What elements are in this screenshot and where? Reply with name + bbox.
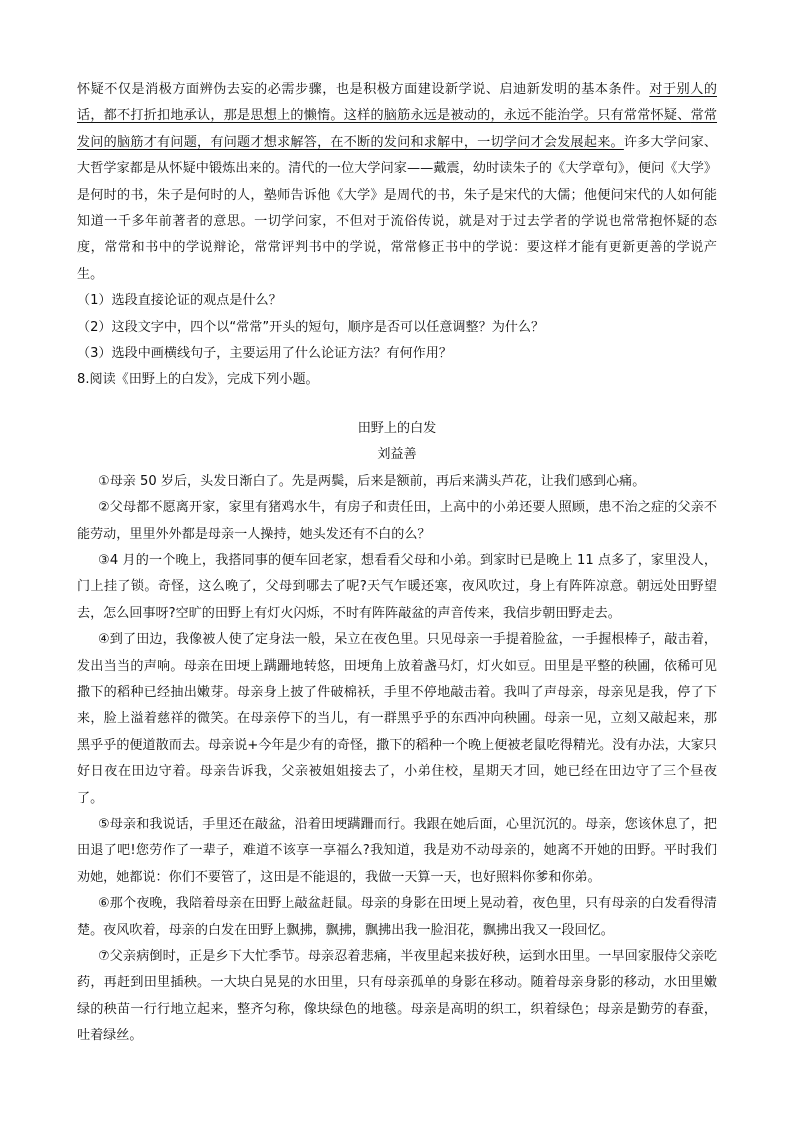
- essay-paragraph-7: ⑦父亲病倒时，正是乡下大忙季节。母亲忍着悲痛，半夜里起来拔好秧，运到水田里。一早回家服侍父亲吃药，再赶到田里插秧。一大块白晃晃的水田里，只有母亲孤单的身影在移动。随着母亲身影的移动，水田里嫩绿的秧苗一行行地立起来，整齐匀称，像块绿色的地毯。母亲是高明的织工，织着绿色；母亲是勤劳的春蚕，吐着绿丝。: [77, 949, 717, 1044]
- essay-paragraph-6: ⑥那个夜晚，我陪着母亲在田野上敲盆赶鼠。母亲的身影在田埂上晃动着，夜色里，只有母亲的白发看得清楚。夜风吹着，母亲的白发在田野上飘拂，飘拂，飘拂出我一脸泪花，飘拂出我又一段回忆。: [77, 896, 717, 938]
- essay-paragraph-5: ⑤母亲和我说话，手里还在敲盆，沿着田埂蹒跚而行。我跟在她后面，心里沉沉的。母亲，您该休息了，把田退了吧!您劳作了一辈子，难道不该享一享福么?我知道，我是劝不动母亲的，她离不开她的田野。平时我们劝她，她都说：你们不要管了，这田是不能退的，我做一天算一天，也好照料你爹和你弟。: [77, 816, 717, 885]
- essay-paragraph-2: ②父母都不愿离开家，家里有猪鸡水牛，有房子和责任田，上高中的小弟还要人照顾，患不治之症的父亲不能劳动，里里外外都是母亲一人操持，她头发还有不白的么？: [77, 500, 717, 542]
- essay-paragraph-3: ③4 月的一个晚上，我搭同事的便车回老家，想看看父母和小弟。到家时已是晚上 11 点多了，家里没人，门上挂了锁。奇怪，这么晚了，父母到哪去了呢?天气乍暖还寒，夜风吹过，身上有阵阵凉意。朝远处田野望去，怎么回事呀?空旷的田野上有灯火闪烁，不时有阵阵敲盆的声音传来，我信步朝田野走去。: [77, 552, 717, 621]
- passage-7: [77, 77, 717, 288]
- passage-text: 许多大: [623, 134, 664, 150]
- underlined-sentence-start: 对于别人: [649, 82, 704, 97]
- passage-text-rest: 学问家、大哲学家都是从怀疑中锻炼出来的。清代的一位大学问家——戴震，幼时读朱子的《大学章句》，便问《大学》是何时的书，朱子是何时的人，塾师告诉他《大学》是周代的书，朱子是宋代的大儒；他便问宋代的人如何能知道一千多年前著者的意思。一切学问家，不但对于流俗传说，就是对于过去学者的学说也常常抱怀疑的态度，常常和书中的学说辩论，常常评判书中的学说，常常修正书中的学说：要这样才能有更新更善的学说产生。: [77, 134, 717, 282]
- question-3: （3）选段中画横线句子，主要运用了什么论证方法？有何作用？: [77, 346, 452, 362]
- essay-paragraph-1: ①母亲 50 岁后，头发日渐白了。先是两鬓，后来是额前，再后来满头芦花，让我们感到心痛。: [97, 473, 646, 489]
- passage-line-1: [77, 82, 704, 97]
- question-8-heading: 8.阅读《田野上的白发》，完成下列小题。: [77, 372, 319, 388]
- passage-text: 怀疑不仅是消极方面辨伪去妄的必需步骤，也是积极方面建设新学说、启迪新发明的基本条件。: [77, 82, 650, 97]
- essay-paragraph-4: ④到了田边，我像被人使了定身法一般，呆立在夜色里。只见母亲一手提着脸盆，一手握根棒子，敲击着，发出当当的声响。母亲在田埂上蹒跚地转悠，田埂角上放着盏马灯，灯火如豆。田里是平整的秧圃，依稀可见撒下的稻种已经抽出嫩芽。母亲身上披了件破棉袄，手里不停地敲击着。我叫了声母亲，母亲见是我，停了下来，脸上溢着慈祥的微笑。在母亲停下的当儿，有一群黑乎乎的东西冲向秧圃。母亲一见，立刻又敲起来，那黑乎乎的便道散而去。母亲说+今年是少有的奇怪，撒下的稻种一个晚上便被老鼠吃得精光。没有办法，大家只好日夜在田边守着。母亲告诉我，父亲被姐姐接去了，小弟住校，星期天才回，她已经在田边守了三个昼夜了。: [77, 632, 717, 806]
- essay-title: 田野上的白发: [357, 420, 437, 436]
- underlined-sentence-end: 常常发问的脑筋才有问题，有问题才想求解答，在不断的发问和求解中，一切学问才会发展起来。: [77, 108, 718, 150]
- underlined-sentence-middle: 的话，都不打折扣地承认，那是思想上的懒惰。这样的脑筋永远是被动的，永远不能治学。只有常常怀疑、: [77, 82, 717, 124]
- page-content: [77, 77, 717, 1050]
- question-2: （2）这段文字中，四个以“常常”开头的短句，顺序是否可以任意调整？为什么？: [77, 319, 545, 335]
- essay-author: 刘益善: [377, 447, 417, 463]
- question-1: （1）选段直接论证的观点是什么？: [77, 293, 282, 309]
